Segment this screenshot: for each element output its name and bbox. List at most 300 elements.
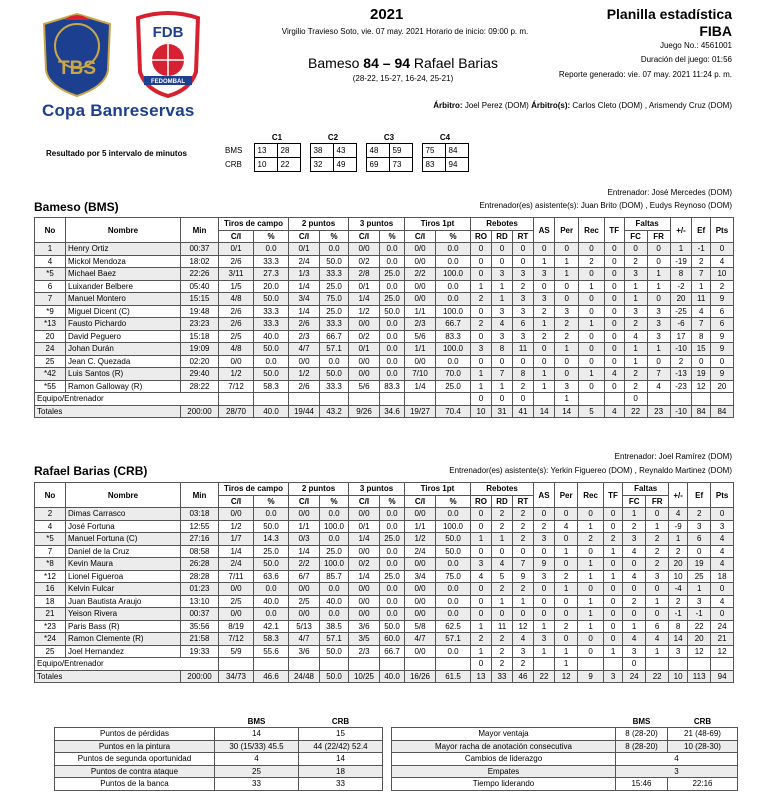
p3-pct: 83.3 [380,380,405,393]
p3-pct: 0.0 [380,330,405,343]
summary-label: Cambios de liderazgo [392,753,616,766]
p2-pct: 57.1 [320,343,349,356]
off-rebounds: 0 [471,545,492,558]
col-subheader-fc: FC [624,230,647,243]
efficiency: 22 [688,620,711,633]
total-rebounds: 0 [513,393,534,406]
player-number: 18 [35,595,66,608]
fg-made-attempted: 2/5 [219,595,254,608]
away-team-name: Rafael Barias [413,55,498,71]
p3-made-attempted: 0/0 [349,608,380,621]
turnovers: 2 [555,330,579,343]
player-number: *5 [35,533,66,546]
def-rebounds: 2 [492,633,513,646]
summary-row [392,728,738,741]
player-name: Ramon Clemente (R) [66,633,181,646]
ft-pct: 0.0 [436,355,471,368]
player-name: Lionel Figueroa [66,570,181,583]
ft-made-attempted: 1/2 [405,533,436,546]
total-rebounds: 1 [513,595,534,608]
ft-pct: 70.0 [436,368,471,381]
plus-minus: -23 [670,380,692,393]
p3-pct: 0.0 [380,545,405,558]
ft-made-attempted: 1/1 [405,305,436,318]
quarter-scores: (28-22, 15-27, 16-24, 25-21) [352,74,454,83]
p3-pct: 50.0 [380,305,405,318]
plus-minus: 10 [669,670,688,683]
plus-minus: 8 [670,268,692,281]
plus-minus: 2 [669,545,688,558]
assistant-referees: Carlos Cleto (DOM) , Arismendy Cruz (DOM) [572,101,732,110]
points: 6 [710,305,733,318]
steals: 5 [579,405,605,418]
steals: 2 [579,255,605,268]
col-header-ft: Tiros 1pt [405,483,471,496]
p3-pct: 0.0 [380,318,405,331]
player-number: 16 [35,583,66,596]
player-number: 21 [35,608,66,621]
p2-made-attempted: 2/6 [289,380,320,393]
points [711,658,734,671]
fouls-committed: 2 [623,520,646,533]
points: 9 [710,343,733,356]
fouls-committed: 24 [623,670,646,683]
header-row [35,483,734,496]
points [710,393,733,406]
steals: 0 [579,268,605,281]
p3-pct: 66.7 [380,645,405,658]
fg-made-attempted: 34/73 [219,670,254,683]
player-number: *12 [35,570,66,583]
steals: 1 [579,368,605,381]
copa-title: Copa Banreservas [42,101,195,120]
total-rebounds: 0 [513,545,534,558]
p3-pct: 0.0 [380,368,405,381]
p2-pct: 0.0 [320,508,349,521]
venue-line: Virgilio Travieso Soto, vie. 07 may. 2021 Horario de inicio: 09:00 p. m. [281,27,529,36]
ft-pct: 83.3 [436,330,471,343]
col-header-fg: Tiros de campo [219,483,289,496]
p2-made-attempted: 1/1 [289,520,320,533]
fg-made-attempted: 3/11 [219,268,254,281]
blocks: 0 [603,520,622,533]
def-rebounds: 1 [492,380,513,393]
fg-made-attempted [219,393,254,406]
fouls-received: 1 [647,343,670,356]
plus-minus: 14 [669,633,688,646]
plus-minus: 2 [669,595,688,608]
total-rebounds: 11 [513,343,534,356]
def-rebounds: 8 [492,343,513,356]
fg-pct: 50.0 [254,343,289,356]
ft-pct [436,658,471,671]
fg-made-attempted: 1/2 [219,368,254,381]
efficiency: 1 [692,280,710,293]
fg-made-attempted: 1/5 [219,280,254,293]
points: 4 [711,545,734,558]
ft-made-attempted: 0/0 [405,583,436,596]
minutes: 27:16 [181,533,219,546]
summary-label: Puntos de pérdidas [55,728,215,741]
p3-made-attempted: 0/0 [349,243,380,256]
assists: 1 [534,380,555,393]
minutes: 05:40 [181,280,219,293]
p3-made-attempted: 0/0 [349,583,380,596]
fouls-received: 1 [646,595,669,608]
total-rebounds: 8 [513,368,534,381]
blocks: 0 [605,355,625,368]
fouls-received: 3 [647,318,670,331]
def-rebounds: 7 [492,368,513,381]
col-header-fouls: Faltas [624,218,670,231]
total-rebounds: 41 [513,405,534,418]
off-rebounds: 1 [471,380,492,393]
totals-label: Totales [35,670,181,683]
col-subheader-pct: % [380,495,405,508]
fg-pct: 20.0 [254,280,289,293]
efficiency: 15 [692,343,710,356]
steals: 1 [578,520,604,533]
efficiency: 11 [692,293,710,306]
fouls-committed: 0 [623,658,646,671]
assists: 2 [534,330,555,343]
summary-blank-header [55,716,215,728]
p3-made-attempted: 0/2 [349,330,380,343]
away-score: 94 [394,55,411,71]
plus-minus: 3 [669,645,688,658]
fg-made-attempted: 8/19 [219,620,254,633]
col-subheader-rd: RD [492,230,513,243]
ft-made-attempted: 1/1 [405,343,436,356]
col-header-steals: Rec [578,483,604,508]
p3-made-attempted: 0/0 [349,595,380,608]
fg-pct: 0.0 [254,355,289,368]
minutes: 19:09 [181,343,219,356]
turnovers: 0 [555,368,579,381]
col-header-steals: Rec [579,218,605,243]
summary-row [392,765,738,778]
col-subheader-rd: RD [492,495,513,508]
period-header: C4 [439,133,451,142]
period-cell: 49 [333,158,356,172]
player-row [35,318,734,331]
assists: 2 [534,520,555,533]
period-cell: 28 [277,144,300,158]
ft-pct: 100.0 [436,268,471,281]
efficiency: 3 [688,595,711,608]
p2-pct: 33.3 [320,268,349,281]
player-row [35,633,734,646]
minutes: 200:00 [181,670,219,683]
p2-pct: 25.0 [320,545,349,558]
p3-pct: 0.0 [380,280,405,293]
col-header-rebounds: Rebotes [471,483,534,496]
steals: 1 [578,608,604,621]
p2-pct: 50.0 [320,368,349,381]
total-rebounds: 3 [513,293,534,306]
col-header-name: Nombre [66,483,181,508]
p2-pct: 66.7 [320,330,349,343]
ft-pct: 0.0 [436,255,471,268]
summary-label: Puntos de segunda oportunidad [55,753,215,766]
blocks: 0 [605,280,625,293]
fg-made-attempted: 28/70 [219,405,254,418]
total-rebounds: 2 [513,658,534,671]
player-name: Manuel Fortuna (C) [66,533,181,546]
assists: 0 [534,595,555,608]
ft-made-attempted: 0/0 [405,508,436,521]
blocks: 0 [605,293,625,306]
player-number: 2 [35,508,66,521]
minutes: 21:58 [181,633,219,646]
fg-made-attempted: 0/1 [219,243,254,256]
total-rebounds: 0 [513,608,534,621]
turnovers: 1 [554,545,577,558]
fg-pct [254,658,289,671]
col-header-turnovers: Per [554,483,577,508]
plus-minus: 20 [670,293,692,306]
assists: 1 [534,620,555,633]
ft-pct: 0.0 [436,293,471,306]
total-rebounds: 46 [513,670,534,683]
total-rebounds: 2 [513,380,534,393]
points: 0 [710,243,733,256]
total-rebounds: 2 [513,508,534,521]
p2-made-attempted: 2/3 [289,330,320,343]
period-cell: 10 [254,158,277,172]
p2-pct: 0.0 [320,583,349,596]
col-subheader-ci: C/I [349,230,380,243]
fouls-received [646,658,669,671]
col-header-3pt: 3 puntos [349,218,405,231]
points: 4 [710,255,733,268]
summary-value: 4 [616,753,738,766]
total-rebounds: 12 [513,620,534,633]
col-header-3pt: 3 puntos [349,483,405,496]
efficiency: 8 [692,330,710,343]
def-rebounds: 3 [492,305,513,318]
off-rebounds: 1 [471,368,492,381]
player-row [35,243,734,256]
turnovers: 0 [554,508,577,521]
fouls-received: 2 [646,558,669,571]
assists: 3 [534,570,555,583]
total-rebounds: 0 [513,243,534,256]
minutes: 15:15 [181,293,219,306]
fg-made-attempted: 5/9 [219,645,254,658]
p2-made-attempted: 19/44 [289,405,320,418]
player-name: Paris Bass (R) [66,620,181,633]
ft-pct: 62.5 [436,620,471,633]
p2-made-attempted: 24/48 [289,670,320,683]
turnovers: 4 [554,520,577,533]
points: 21 [711,633,734,646]
off-rebounds: 0 [471,583,492,596]
p3-made-attempted: 2/3 [349,645,380,658]
assists: 1 [534,318,555,331]
fg-pct: 0.0 [254,508,289,521]
points: 84 [710,405,733,418]
totals-label: Totales [35,405,181,418]
col-header-efficiency: Ef [688,483,711,508]
fg-made-attempted: 2/6 [219,318,254,331]
p2-made-attempted: 0/0 [289,583,320,596]
plus-minus: -1 [669,608,688,621]
blocks: 4 [605,368,625,381]
p2-pct: 0.0 [320,608,349,621]
fouls-committed: 2 [624,368,647,381]
fg-pct: 40.0 [254,330,289,343]
ft-made-attempted: 0/0 [405,255,436,268]
fouls-committed: 0 [624,243,647,256]
def-rebounds: 2 [492,645,513,658]
total-rebounds: 0 [513,255,534,268]
summary-value-crb: 14 [299,753,383,766]
p2-made-attempted: 3/4 [289,293,320,306]
fg-pct: 46.6 [254,670,289,683]
off-rebounds: 1 [471,533,492,546]
summary-label: Empates [392,765,616,778]
fouls-committed: 0 [623,608,646,621]
p3-made-attempted: 0/2 [349,558,380,571]
periods-table [222,132,469,172]
summary-row [55,765,383,778]
col-subheader-ci: C/I [405,495,436,508]
player-name: Henry Ortiz [66,243,181,256]
blocks: 0 [603,558,622,571]
p2-made-attempted [289,393,320,406]
turnovers: 1 [555,343,579,356]
fouls-committed: 0 [624,393,647,406]
fouls-committed: 1 [623,508,646,521]
ft-pct: 0.0 [436,608,471,621]
period-cell: 22 [277,158,300,172]
blocks: 0 [603,633,622,646]
def-rebounds: 5 [492,570,513,583]
steals [579,393,605,406]
fouls-committed: 22 [624,405,647,418]
turnovers: 1 [555,393,579,406]
summary-label: Mayor racha de anotación consecutiva [392,740,616,753]
off-rebounds: 0 [471,330,492,343]
plus-minus: -13 [670,368,692,381]
steals: 0 [578,545,604,558]
player-number: *8 [35,558,66,571]
steals: 0 [579,343,605,356]
steals: 1 [579,280,605,293]
def-rebounds: 4 [492,558,513,571]
p2-pct: 75.0 [320,293,349,306]
fdb-logo [132,10,204,98]
minutes: 200:00 [181,405,219,418]
ft-made-attempted: 0/0 [405,608,436,621]
turnovers: 1 [555,255,579,268]
plus-minus: 10 [669,570,688,583]
fg-pct: 33.3 [254,305,289,318]
def-rebounds: 0 [492,393,513,406]
period-cell: 32 [310,158,333,172]
p3-made-attempted: 0/0 [349,545,380,558]
fg-made-attempted: 0/0 [219,508,254,521]
minutes: 03:18 [181,508,219,521]
fg-pct [254,393,289,406]
plus-minus [669,658,688,671]
player-name: Fausto Pichardo [66,318,181,331]
col-header-name: Nombre [66,218,181,243]
fouls-received: 1 [647,268,670,281]
game-number: Juego No.: 4561001 [659,41,732,50]
total-rebounds: 3 [513,645,534,658]
fg-pct: 33.3 [254,318,289,331]
fg-made-attempted: 2/5 [219,330,254,343]
period-cell: 38 [310,144,333,158]
blocks: 0 [605,255,625,268]
player-row [35,645,734,658]
minutes: 18:02 [181,255,219,268]
def-rebounds: 3 [492,268,513,281]
assists: 14 [534,405,555,418]
efficiency [688,658,711,671]
game-duration: Duración del juego: 01:56 [640,55,732,64]
efficiency: 84 [692,405,710,418]
p3-pct: 0.0 [380,355,405,368]
player-row [35,508,734,521]
col-header-no: No [35,483,66,508]
col-subheader-fc: FC [623,495,646,508]
summary-left [54,716,383,791]
def-rebounds: 31 [492,405,513,418]
fg-pct: 0.0 [254,243,289,256]
score-separator: – [382,55,391,71]
period-cell: 84 [445,144,468,158]
col-subheader-fr: FR [646,495,669,508]
fouls-committed: 1 [624,343,647,356]
p2-pct [320,393,349,406]
plus-minus [670,393,692,406]
ft-pct: 0.0 [436,645,471,658]
player-number: 25 [35,355,66,368]
ft-made-attempted: 0/0 [405,280,436,293]
minutes: 15:18 [181,330,219,343]
period-cell: 75 [422,144,445,158]
p3-made-attempted: 0/0 [349,508,380,521]
efficiency: 1 [688,583,711,596]
player-number: 25 [35,645,66,658]
player-name: Luixander Belbere [66,280,181,293]
assists: 2 [534,305,555,318]
fouls-committed: 3 [624,305,647,318]
assists: 0 [534,355,555,368]
player-row [35,255,734,268]
p3-pct: 0.0 [380,608,405,621]
p2-made-attempted: 2/6 [289,318,320,331]
steals: 0 [579,305,605,318]
turnovers: 1 [554,583,577,596]
minutes: 02:20 [181,355,219,368]
p2-made-attempted: 1/4 [289,305,320,318]
def-rebounds: 2 [492,508,513,521]
officials-line [433,101,732,110]
off-rebounds: 0 [471,658,492,671]
points: 18 [711,570,734,583]
ft-made-attempted [405,393,436,406]
efficiency: 4 [692,305,710,318]
summary-value-crb: 18 [299,765,383,778]
turnovers: 3 [555,380,579,393]
off-rebounds: 0 [471,520,492,533]
p3-made-attempted: 9/26 [349,405,380,418]
minutes: 01:23 [181,583,219,596]
